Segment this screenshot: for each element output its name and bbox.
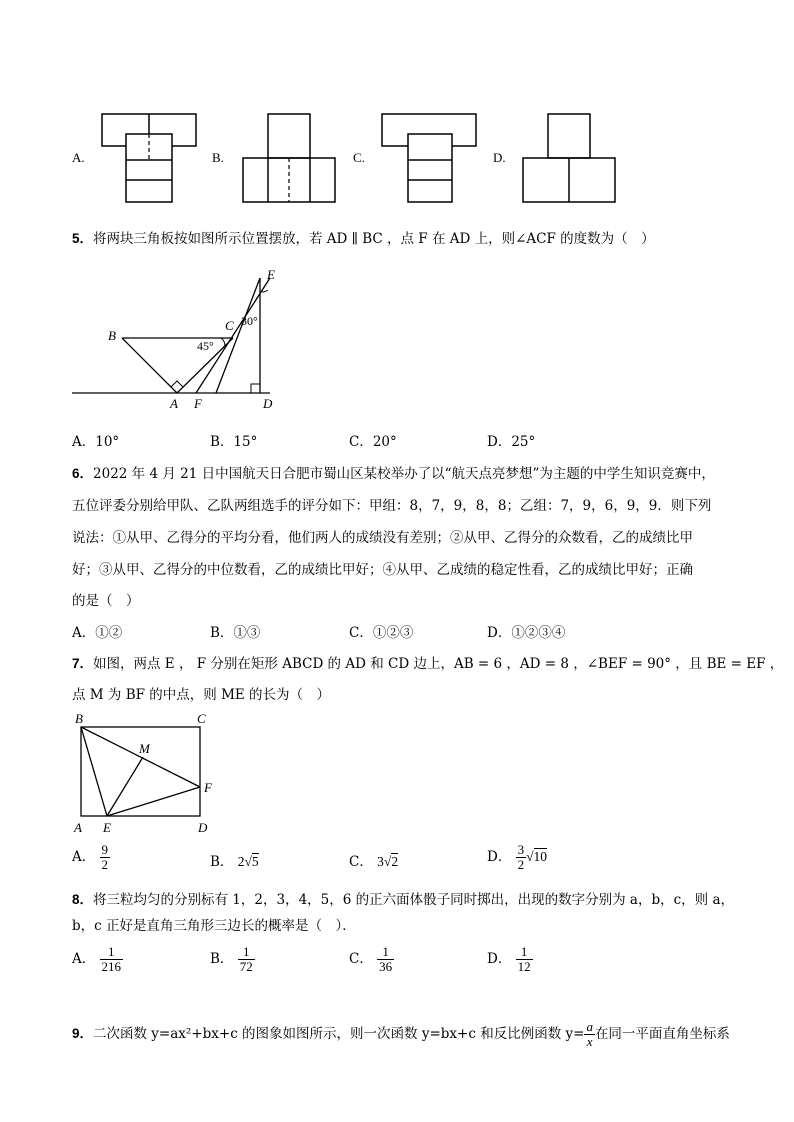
fraction-denominator: 36	[379, 959, 393, 974]
q7-option-c	[349, 850, 398, 870]
q5-label-a: A	[170, 396, 178, 411]
q5-label-e: E	[267, 267, 275, 282]
fraction-numerator: 1	[100, 945, 124, 960]
q6-line-2: 五位评委分别给甲队、乙队两组选手的评分如下：甲组：8，7，9，8，8；乙组：7，9，6，9，9．则下列	[72, 498, 712, 514]
q8-option-c	[349, 945, 394, 974]
q6-line-4: 好；③从甲、乙得分的中位数看，乙的成绩比甲好；④从甲、乙成绩的稳定性看，乙的成绩比甲好；正确	[72, 562, 693, 578]
q5-option-d: D．25°	[487, 434, 536, 450]
q5-angle-30: 30°	[241, 314, 258, 328]
q6-option-d: D．①②③④	[487, 625, 566, 641]
q8-option-b-fraction	[238, 945, 255, 974]
q4-option-d-label: D.	[493, 150, 506, 165]
q7-option-d-radicand: 10	[533, 849, 548, 864]
q5-label-d: D	[263, 396, 273, 411]
q7-line-1	[72, 654, 783, 674]
fraction-denominator: x	[586, 1034, 593, 1049]
q5-angle-45: 45°	[197, 339, 214, 353]
q8-option-b-prefix: B．	[210, 951, 234, 967]
fraction-numerator: 1	[516, 945, 533, 960]
fraction-denominator: 2	[101, 857, 109, 872]
q5-label-b: B	[108, 328, 116, 343]
q4-option-a-label: A.	[72, 150, 85, 165]
q9-fraction	[584, 1020, 595, 1049]
q7-label-m: M	[139, 741, 150, 756]
q8-option-a-fraction	[100, 945, 124, 974]
q7-figure	[70, 708, 220, 838]
q8-text-1: 将三粒均匀的分别标有 1，2，3，4，5，6 的正六面体骰子同时掷出，出现的数字分别为 a，b，c，则 a，	[93, 892, 735, 908]
radical-icon: √	[526, 849, 534, 864]
fraction-numerator: 3	[517, 842, 525, 857]
q7-option-b-radicand: 5	[251, 854, 259, 869]
q6-line-1	[72, 464, 715, 484]
fraction-numerator: a	[586, 1019, 593, 1034]
q7-option-d-fraction	[516, 843, 527, 872]
q7-label-a: A	[74, 820, 82, 835]
q7-label-e: E	[103, 820, 111, 835]
radical-icon: √	[383, 854, 392, 869]
fraction-denominator: 2	[517, 857, 525, 872]
q4-option-b-label: B.	[212, 150, 224, 165]
q7-label-b: B	[75, 711, 83, 726]
q7-option-b	[210, 850, 259, 870]
q6-line-3: 说法：①从甲、乙得分的平均分看，他们两人的成绩没有差别；②从甲、乙得分的众数看，乙的成绩比甲	[72, 530, 693, 546]
q7-line-2: 点 M 为 BF 的中点，则 ME 的长为（ ）	[72, 687, 331, 703]
q7-label-d: D	[198, 820, 208, 835]
q5-stem	[72, 229, 655, 249]
q8-option-c-prefix: C．	[349, 951, 373, 967]
q7-option-c-radicand: 2	[391, 854, 399, 869]
q7-option-a-prefix: A．	[72, 849, 96, 865]
q8-option-d-fraction	[516, 945, 533, 974]
fraction-denominator: 12	[517, 959, 531, 974]
q9-number: 9．	[72, 1026, 94, 1041]
q4-option-b-figure	[240, 112, 340, 206]
q6-option-a: A．①②	[72, 625, 123, 641]
q9-text-after: 在同一平面直角坐标系	[594, 1026, 730, 1042]
q7-option-d	[487, 843, 547, 872]
q6-option-b: B．①③	[210, 625, 261, 641]
q5-option-a: A．10°	[72, 434, 120, 450]
q5-number: 5．	[72, 231, 94, 246]
q9-line-1	[72, 1020, 730, 1049]
q5-option-c: C．20°	[349, 434, 397, 450]
q5-option-b: B．15°	[210, 434, 258, 450]
q4-option-d-figure	[520, 112, 620, 206]
q4-option-c-label: C.	[353, 150, 365, 165]
q7-option-d-prefix: D．	[487, 849, 512, 865]
q5-text: 将两块三角板按如图所示位置摆放，若 AD ∥ BC ，点 F 在 AD 上，则∠ACF 的度数为（ ）	[93, 231, 655, 247]
q5-label-f: F	[194, 396, 202, 411]
q7-label-c: C	[197, 711, 206, 726]
q6-line-5: 的是（ ）	[72, 593, 140, 609]
q7-number: 7．	[72, 656, 94, 671]
q7-option-b-prefix: B．	[210, 854, 234, 870]
q8-option-c-fraction	[377, 945, 394, 974]
q8-option-b	[210, 945, 255, 974]
q8-option-d	[487, 945, 533, 974]
q8-number: 8．	[72, 892, 94, 907]
radical-icon: √	[244, 854, 252, 869]
q8-option-d-prefix: D．	[487, 951, 512, 967]
q7-text-1: 如图，两点 E ， F 分别在矩形 ABCD 的 AD 和 CD 边上，AB = 6 ，AD = 8 ，∠BEF = 90° ，且 BE = EF ，	[93, 656, 784, 672]
q7-option-a-fraction	[100, 843, 111, 872]
q8-option-a	[72, 945, 123, 974]
q4-option-c-figure	[380, 112, 480, 204]
q4-option-a-figure	[100, 112, 200, 204]
q7-option-c-prefix: C．	[349, 854, 373, 870]
fraction-numerator: 9	[101, 842, 109, 857]
fraction-denominator: 216	[101, 959, 122, 974]
fraction-numerator: 1	[238, 945, 255, 960]
q5-label-c: C	[225, 318, 234, 333]
q7-option-c-coefficient: 3	[377, 854, 384, 869]
q7-option-b-coefficient: 2	[237, 854, 245, 869]
q8-line-2: b，c 正好是直角三角形三边长的概率是（ ）．	[72, 918, 356, 934]
fraction-denominator: 72	[239, 959, 253, 974]
q6-number: 6．	[72, 466, 94, 481]
q8-line-1	[72, 890, 734, 910]
q9-text-before: 二次函数 y=ax²+bx+c 的图象如图所示，则一次函数 y=bx+c 和反比例函数 y=	[93, 1026, 585, 1042]
fraction-numerator: 1	[377, 945, 394, 960]
q8-option-a-prefix: A．	[72, 951, 96, 967]
q6-option-c: C．①②③	[349, 625, 414, 641]
q5-figure	[70, 262, 300, 412]
q7-label-f: F	[204, 780, 212, 795]
q6-text-1: 2022 年 4 月 21 日中国航天日合肥市蜀山区某校举办了以“航天点亮梦想”为主题的中学生知识竞赛中，	[93, 466, 715, 482]
q7-option-a	[72, 843, 110, 872]
